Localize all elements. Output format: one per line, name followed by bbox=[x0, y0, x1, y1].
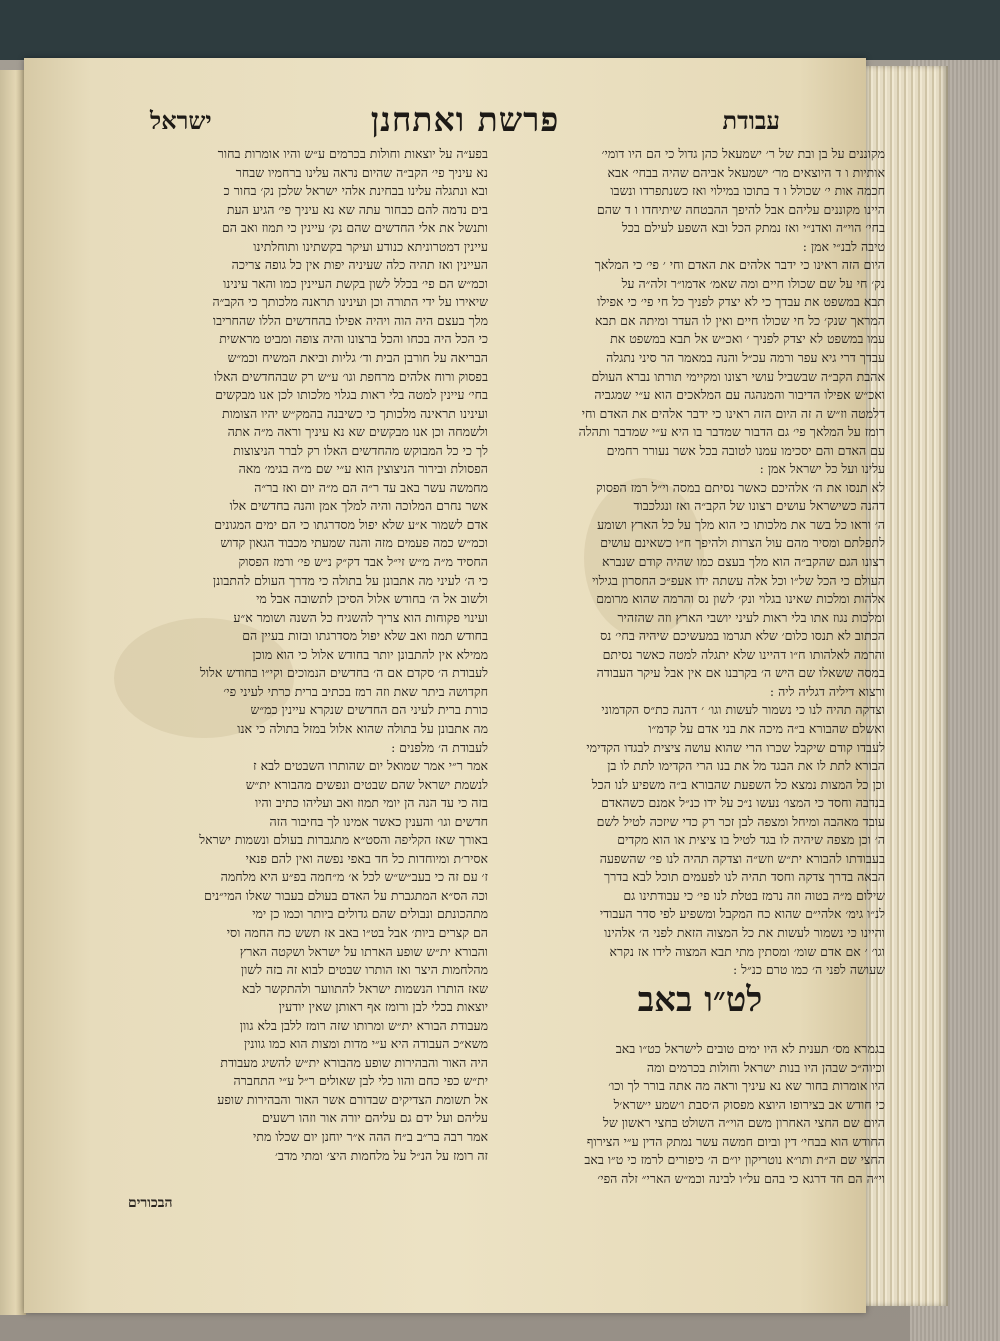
facing-page-edge bbox=[0, 70, 26, 1315]
text-line: בחודש תמוז ואב שלא יפול מסדרגתו ובזות בעיין הם bbox=[242, 628, 488, 644]
text-line: ואשלם שהבורא ב״ה מיכה את בני אדם על קדמ״ו bbox=[648, 720, 885, 736]
text-line: עמו במשפט לא יצדק לפניך ׳ ואכ״ש אל תבא במשפט את bbox=[610, 331, 885, 347]
text-line: וצדקה תהיה לנו כי נשמור לעשות וגו׳ ׳ דהנה כת״ס הקדמוני bbox=[601, 702, 885, 718]
text-line: בפסוק ורוח אלהים מרחפת וגו׳ ע״ש רק שבהחדשים האלו bbox=[213, 368, 488, 384]
text-line: עיינין דמטרוניתא כנודע ועיקר בקשתינו ותוחלתינו bbox=[253, 238, 488, 254]
text-line: ממילא אין להתבונן יותר בחודש אלול כי הוא מוכן bbox=[252, 646, 488, 662]
text-line: וכמ״ש הם פי׳ בכלל לשון בקשת העיינין כמו והאר עינינו bbox=[223, 275, 488, 291]
text-line: ובא ונתגלה עלינו בבחינת אלהי ישראל שלכן נק׳ בחור כ bbox=[223, 183, 488, 199]
text-line: וכה הס״א המתגברת על האדם בעולם בעבור שאלו המי״נים bbox=[204, 887, 488, 903]
text-line: והיינו כי נשמור לעשות את כל המצוה הזאת לפני ה׳ אלהינו bbox=[604, 924, 885, 940]
text-line: אשר נחרם המלוכה והיה למלך אמן והנה בחדשים אלו bbox=[229, 498, 488, 514]
text-line: הבורא לתת לו את הבגד מל את בנו הרי הקדימו לתת לו בן bbox=[607, 758, 885, 774]
text-line: ועינינו תראינה מלכותך כי כשיבנה בהמק״ש יהיו הצומות bbox=[221, 405, 488, 421]
running-head-right: עבודת bbox=[722, 106, 780, 135]
text-line: אהבת הקב״ה שבשביל עושי רצונו ומקיימי תורתו נברא העולם bbox=[591, 368, 885, 384]
text-line: ורצוא דיליה דגליה ליה : bbox=[769, 683, 885, 699]
text-line: החצי שם ה״ת ותו״א נוטריקון יו״ם ה׳ כיפורים לרמז כי ט״ו באב bbox=[584, 1152, 885, 1168]
text-line: רצונו הגם שהקב״ה הוא מלך בעצם כמו שהיה קודם שנברא bbox=[602, 554, 885, 570]
text-line: נא עיניך פי׳ הקב״ה שהיום נראה עלינו ברחמיו שבחר bbox=[235, 164, 488, 180]
text-line: כורת ברית לעיני הם החדשים שנקרא עיינין כמ״ש bbox=[250, 702, 488, 718]
text-line: חדשים וגו׳ והענין כאשר אמינו לך בחיבור הזה bbox=[269, 813, 488, 829]
text-line: לעבודת ה׳ סקדם אם ה׳ בחדשים הנמוכים וקי״ו בחודש אלול bbox=[199, 665, 488, 681]
text-line: מלך בעצם היה הוה ויהיה אפילו בהחדשים הללו שהחריבו bbox=[212, 312, 488, 328]
text-line: הפסולת ובירור הניצוצין הוא ע״י שם מ״ה בגימ׳ מאה bbox=[238, 461, 488, 477]
text-line: שעושה לפני ה׳ כמו טרם כנ״ל : bbox=[732, 962, 885, 975]
text-line: ז׳ עם זה כי בעב״ש״ש לכל א׳ מ״חמה בפ״ע היא מלחמה bbox=[220, 869, 488, 885]
text-line: הבאה בדרך צדקה וחסד תהיה לנו לפעמים תוכל לבא בדרך bbox=[604, 869, 885, 885]
text-line: זה רומז על הנ״ל על מלחמות היצ׳ ומתי מדב׳ bbox=[274, 1147, 488, 1163]
text-line: וי״ה הם חד דרגא כי בהם על״ו לבינה וכמ״ש הארי״ זלה הפי׳ bbox=[597, 1170, 885, 1186]
text-line: העולם כי הכל של״ו וכל אלה עשתה ידו אעפ״כ החסרון בגילוי bbox=[592, 572, 885, 588]
text-line: מהלחמות היצר ואז הותרו שבטים לבוא זה בזה לשון bbox=[240, 962, 488, 978]
text-line: כי חודש אב בצירופו היוצא מפסוק ה׳סבת ו׳שמע י׳שרא׳ל bbox=[613, 1096, 885, 1112]
text-line: וכן כל המצות נמצא כל השפעת שהבורא ב״ה משפיע לנו הכל bbox=[591, 776, 885, 792]
text-line: בזה כי עד הנה הן יומי תמוז ואב ועליהו כתיב והיו bbox=[254, 795, 488, 811]
text-line: היום שם החצי האחרון משם הוי״ה השולט בחצי ראשון של bbox=[602, 1115, 885, 1131]
text-line: והרמה לאלהותו ח״ו דהיינו שלא יתגלה למטה כאשר נסיתם bbox=[602, 646, 885, 662]
text-line: דלמטה וז״ש ה זה היום הזה ראינו כי ידבר אלהים את האדם וחי bbox=[581, 405, 885, 421]
text-line: עבדך דרי גיא עפר ורמה עכ״ל והנה במאמר הר סיני נתגלה bbox=[606, 350, 885, 366]
text-line: היום הזה ראינו כי ידבר אלהים את האדם וחי ׳ פי׳ כי המלאך bbox=[594, 257, 885, 273]
text-line: בפע״ה על יוצאות וחולות בכרמים ע״ש והיו אומרות בחור bbox=[217, 146, 488, 161]
text-line: והבורא ית״ש שופע הארתו על ישראל ושקטה הארץ bbox=[239, 943, 488, 959]
text-line: כי ה׳ לעיני מה אתבונן על בתולה כי מדרך העולם להתבונן bbox=[212, 572, 488, 588]
text-line: טיבה לבנ״י אמן : bbox=[802, 238, 885, 254]
text-column-right bbox=[515, 145, 885, 975]
text-line: מעבודת הבורא ית״ש ומרותו שזה רומז ללבן בלא גוון bbox=[239, 1017, 488, 1033]
text-line: לנ״ו גימ׳ אלהי״ם שהוא כח המקבל ומשפיע לפי סדר העבודי bbox=[599, 906, 885, 922]
text-line: אמר ר״י אמר שמואל יום שהותרו השבטים לבא ז bbox=[253, 758, 488, 774]
text-line: הכתוב לא תנסו כלום׳ שלא תגרמו במעשיכם שיהיה בחי׳ נס bbox=[600, 628, 885, 644]
text-line: באורך שאז הקליפה והסט״א מתגברות בעולם ונשמות ישראל bbox=[199, 832, 488, 848]
text-line: מה אתבונן על בתולה שהוא אלול במזל בתולה כי אנו bbox=[237, 720, 488, 736]
text-line: נק׳ חי על שם שכולו חיים ומה שאמ׳ אדמו״ר זלה״ה על bbox=[621, 275, 885, 291]
text-line: עליהם ועל ידם גם עליהם יורה אור וזהו רשעים bbox=[261, 1110, 488, 1126]
text-line: ומלכות נגוז אתו בלי ראות לעיני יושבי הארץ וזה שהזהיר bbox=[617, 609, 885, 625]
text-line: וכמ״ש כמה פעמים מזה והנה שמעתי מכבוד הגאון קדוש bbox=[220, 535, 488, 551]
text-line: שאז הותרו הנשמות ישראל להתווער ולהתקשר לבא bbox=[241, 980, 488, 996]
text-line: היו אומרות בחור שא נא עיניך וראה מה אתה בורר לך וכו׳ bbox=[608, 1078, 885, 1094]
text-line: בנדבה וחסד כי המצו׳ נעשו נ״כ על ידו כנ״ל אמנם כשהאדם bbox=[601, 795, 885, 811]
text-line: אדם לשמור א״ע שלא יפול מסדרגתו כי הם ימים המגונים bbox=[214, 516, 488, 532]
text-line: לעבודת ה׳ מלפנים : bbox=[391, 739, 488, 755]
text-line: בחי׳ עיינין למטה בלי ראות בגלוי מלכותו לכן אנו מבקשים bbox=[215, 387, 488, 403]
text-line: ה׳ וראו כל בשר את מלכותו כי הוא מלך על כל הארץ ושומע bbox=[597, 516, 885, 532]
text-line: חקדושה ביתר שאת וזה רמז בכתיב ברית כרתי לעיני פי׳ bbox=[223, 683, 488, 699]
text-line: הם קצרים ביות׳ אבל בט״ו באב אז תשש כח החמה וסי bbox=[226, 924, 488, 940]
text-line: לעבדו קודם שיקבל שכרו הרי שהוא עושה ציצית לבגדו הקדימי bbox=[586, 739, 885, 755]
text-line: לתפלתם ומסיר מהם עול הצרות ולהיפך ח״ו כשאינם עושים bbox=[600, 535, 885, 551]
text-line: מקוננים על בן ובת של ר׳ ישמעאל כהן גדול כי הם היו דומי׳ bbox=[601, 146, 885, 161]
text-line: וכיוה״כ שבהן היו בנות ישראל וחולות בכרמים ומה bbox=[646, 1059, 885, 1075]
text-line: בעבודתו להבורא ית״ש וזש״ה וצדקה תהיה לנו פי׳ שהשפעה bbox=[599, 850, 885, 866]
text-line: אלהות ומלכות שאינו בגלוי ונק׳ לשון נס והרמה שהוא מרומם bbox=[596, 591, 885, 607]
text-line: שיאירו על ידי התורה וכן ועינינו תראנה מלכותך כי הקב״ה bbox=[212, 294, 488, 310]
section-heading: לט״ו באב bbox=[637, 980, 763, 1020]
text-line: ה׳ וכן מצפה שיהיה לו בגד לטיל בו ציצית או הוא מקדים bbox=[617, 832, 885, 848]
catchword: הבכורים bbox=[128, 1195, 173, 1211]
text-line: מתהכונתם ונבולים שהם גדולים ביותר וכמו כן ימי bbox=[252, 906, 488, 922]
text-line: היינו מקוננים עליהם אבל להיפך ההבטחה שיתיחדו ו ד שהם bbox=[596, 201, 885, 217]
text-line: החודש הוא בבחי׳ דין וביום חמשה עשר נמתק הדין ע״י הצירוף bbox=[586, 1133, 885, 1149]
text-line: תבא במשפט את עבדך כי לא יצדק לפניך כל חי פי׳ כי אפילו bbox=[597, 294, 885, 310]
text-line: בחי׳ הוי״ה ואדנ״י ואז נמתק הכל ובא השפע לעילם בכל bbox=[621, 220, 885, 236]
text-line: לא תנסו את ה׳ אלהיכם כאשר נסיתם במסה וי״ל רמז הפסוק bbox=[595, 479, 885, 495]
text-line: ולשוב אל ה׳ בחודש אלול הסיכן לתשובה אבל מי bbox=[256, 591, 488, 607]
text-line: מחמשה עשר באב עד ר״ה הם מ״ה יום ואז בר״ה bbox=[254, 479, 488, 495]
text-line: הבריאה על חורבן הבית וד׳ גליות וביאת המשיח וכמ״ש bbox=[227, 350, 488, 366]
text-line: ולשמחה וכן אנו מבקשים שא נא עיניך וראה מ״ה אתה bbox=[227, 424, 488, 440]
text-column-left bbox=[118, 145, 488, 1195]
text-line: במסה ששאלו שם היש ה׳ בקרבנו אם אין אבל עיקר העבודה bbox=[596, 665, 885, 681]
text-line: החסיד מ״ה מ״ש זי״ל אבד דק״ק נ״ש פי׳ ורמז הפסוק bbox=[238, 554, 488, 570]
text-line: ית״ש כפי כחם והוו כלי לבן שאולים ר״ל ע״י התחברה bbox=[233, 1073, 488, 1089]
running-head-title: פרשת ואתחנן bbox=[370, 100, 560, 139]
text-line: עובד מאהבה ומיחל ומצפה לבן זכר רק כדי שיזכה לטיל לשם bbox=[596, 813, 885, 829]
running-head-left: ישראל bbox=[150, 106, 212, 135]
text-line: משא״כ העבודה היא ע״י מדות ומצות הוא כמו גוונין bbox=[243, 1036, 488, 1052]
text-line: וגו׳ ׳ אם אדם שומ׳ ומסתין מתי תבא המצוה לידו אז נקרא bbox=[609, 943, 885, 959]
text-line: עם האדם והם יסכימו עמנו לטובה בכל אשר נעורר רחמים bbox=[606, 442, 885, 458]
text-column-right-continued bbox=[515, 1040, 885, 1188]
text-line: ואכ״ש אפילו הדיבור והמנהגה עם המלאכים הוא ע״י שמגביה bbox=[594, 387, 885, 403]
text-line: אמר רבה בר״ב ב״ח ההה א״ר יוחנן יום שכלו מתי bbox=[253, 1128, 488, 1144]
text-line: יוצאות בכלי לבן ורומז אף ראותן שאין יודעין bbox=[278, 999, 488, 1015]
text-line: היה האור והבהירות שופע מהבורא ית״ש להשיג מעבודת bbox=[220, 1054, 488, 1070]
text-line: ותנשל את אלי החדשים שהם נק׳ עיינין כי תמוז ואב הם bbox=[221, 220, 488, 236]
text-line: אסיר׳ת ומיוחדות כל חד באפי נפשה ואין להם פנאי bbox=[245, 850, 488, 866]
text-line: שילום מ״ה בטוה וזה נרמז בטלת לנו פי׳ כי עבודתינו גם bbox=[623, 887, 885, 903]
text-line: אל תשומת הצדיקים שבדורם אשר האור והבהירות שופע bbox=[217, 1091, 488, 1107]
text-line: ועינוי פקוחות הוא צריך להשגיח כל השנה ושומר א״ע bbox=[233, 609, 488, 625]
text-line: בגמרא מס׳ תענית לא היו ימים טובים לישראל כט״ו באב bbox=[615, 1041, 885, 1056]
text-line: דהנה כשישראל עושים רצונו של הקב״ה ואז ונגלכבוד bbox=[633, 498, 885, 514]
text-line: המראך שנק׳ כל חי שכולו חיים ואין לו העדר ומיתה אם תבא bbox=[595, 312, 885, 328]
text-line: בים נדמה להם כבחור עתה שא נא עיניך פי׳ הגיע העת bbox=[226, 201, 488, 217]
text-line: רומז על המלאך פי׳ גם הדבור שמדבר בו היא ע״י שמדבר ותהלה bbox=[578, 424, 885, 440]
text-line: העיינין ואז תהיה כלה שעיניה יפות אין כל גופה צריכה bbox=[231, 257, 488, 273]
text-line: אותיות ו ד היוצאים מר׳ ישמעאל אביהם שהיה בבחי׳ אבא bbox=[607, 164, 885, 180]
text-line: לנשמת ישראל שהם שבטים ונפשים מהבורא ית״ש bbox=[245, 776, 488, 792]
text-line: עלינו ועל כל ישראל אמן : bbox=[759, 461, 885, 477]
text-line: כי הכל היה בכחו והכל ברצונו והיה צופה ומביט מראשית bbox=[219, 331, 488, 347]
text-line: לך כי כל המבוקש מהחדשים האלו רק לברר הניצוצות bbox=[233, 442, 488, 458]
text-line: חכמה אות י׳ שכולל ו ד בתוכו במילוי ואז כשנתפרדו ונשבו bbox=[610, 183, 885, 199]
running-head bbox=[150, 100, 780, 140]
